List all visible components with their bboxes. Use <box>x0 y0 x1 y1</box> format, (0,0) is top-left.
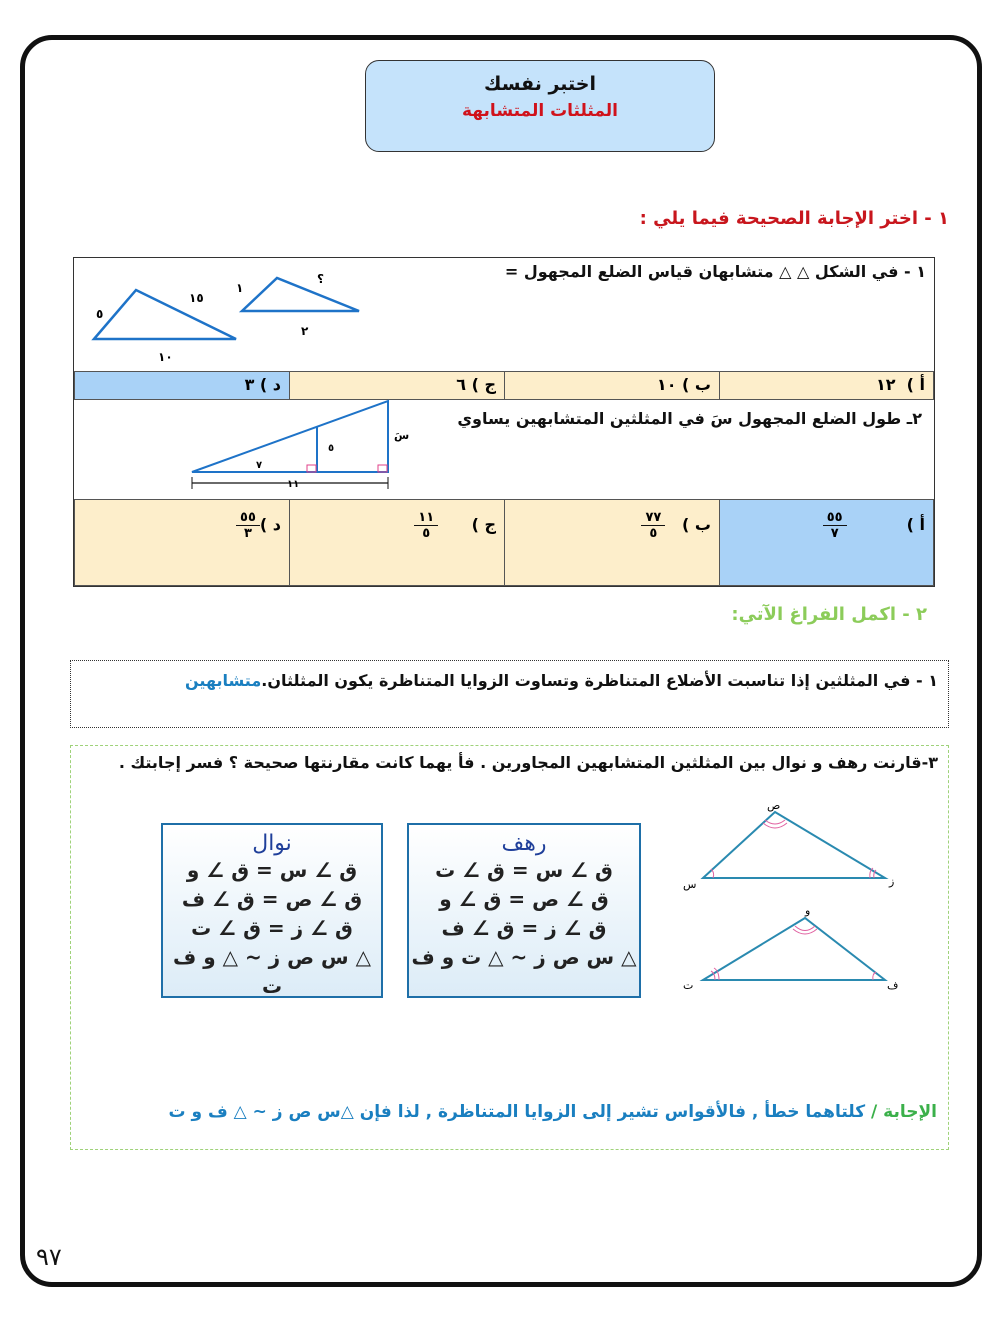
q1-option-c[interactable]: ج ) ٦ <box>289 371 505 400</box>
compare-question: ٣-قارنت رهف و نوال بين المثلثين المتشابهين المجاورين . فأ يهما كانت مقارنتها صحيحة ؟ فسر إجابتك . <box>118 753 938 772</box>
q2-option-a-selected[interactable]: أ ) $\frac{٥٥}{٧}$ <box>719 499 934 586</box>
q2-triangle-figure <box>184 399 424 499</box>
q1-text: ١ - في الشكل △ △ متشابهان قياس الضلع المجهول = <box>504 262 926 281</box>
label: ٥ <box>96 307 104 321</box>
svg-text:ت: ت <box>683 979 694 992</box>
svg-text:١: ١ <box>236 281 244 295</box>
q2-option-c[interactable]: ج ) $\frac{١١}{٥}$ <box>289 499 505 586</box>
q1-row <box>74 258 934 372</box>
svg-text:ص: ص <box>767 799 781 812</box>
svg-text:١٠: ١٠ <box>158 350 173 364</box>
q2-text: ٢ـ طول الضلع المجهول سَ في المثلثين المتشابهين يساوي <box>457 409 922 428</box>
svg-text:١٥: ١٥ <box>189 291 204 305</box>
compare-answer: الإجابة / كلتاهما خطأ , فالأقواس تشير إلى الزوايا المتناظرة , لذا فإن △س ص ز ~ △ ف و ت <box>168 1102 937 1122</box>
svg-text:٥: ٥ <box>328 443 335 454</box>
q1-option-d-selected[interactable]: د ) ٣ <box>74 371 290 400</box>
q2-option-d[interactable]: د ) $\frac{٥٥}{٣}$ <box>74 499 290 586</box>
svg-text:؟: ؟ <box>317 272 324 286</box>
nawal-name: نوال <box>252 831 292 856</box>
title-box <box>365 60 715 152</box>
q2-row <box>74 399 934 500</box>
q2-option-b[interactable]: ب ) $\frac{٧٧}{٥}$ <box>504 499 720 586</box>
q1-option-b[interactable]: ب ) ١٠ <box>504 371 720 400</box>
q1-triangles-figure <box>74 258 374 372</box>
similar-triangles-figure <box>675 795 905 1005</box>
svg-text:و: و <box>805 904 811 917</box>
fill-blank-box <box>70 660 949 728</box>
section1-heading: ١ - اختر الإجابة الصحيحة فيما يلي : <box>639 208 949 229</box>
svg-text:س: س <box>683 878 697 891</box>
page-subtitle: المثلثات المتشابهة <box>462 101 618 121</box>
mcq-table <box>73 257 935 587</box>
page-number: ٩٧ <box>36 1243 62 1271</box>
svg-text:٢: ٢ <box>301 324 309 338</box>
page-title: اختبر نفسك <box>484 73 596 95</box>
q1-option-a[interactable]: أ ) ١٢ <box>719 371 934 400</box>
svg-text:٧: ٧ <box>256 460 263 471</box>
fill-blank-answer[interactable]: متشابهين <box>185 671 262 690</box>
svg-text:ز: ز <box>889 875 895 888</box>
section2-heading: ٢ - اكمل الفراغ الآتي: <box>731 604 927 625</box>
svg-text:ف: ف <box>887 979 899 992</box>
rahaf-card: رهف ق ∠ س = ق ∠ ت ق ∠ ص = ق ∠ و ق ∠ ز = ق ∠ ف △ س ص ز ~ △ ت و ف <box>407 823 641 998</box>
nawal-card: نوال ق ∠ س = ق ∠ و ق ∠ ص = ق ∠ ف ق ∠ ز = ق ∠ ت △ س ص ز ~ △ و ف ت <box>161 823 383 998</box>
svg-text:١١: ١١ <box>287 479 300 490</box>
fill-blank-question: ١ - في المثلثين إذا تناسبت الأضلاع المتناظرة وتساوت الزوايا المتناظرة يكون المثلثان.متشابهين <box>185 671 938 690</box>
svg-text:سَ: سَ <box>394 429 410 442</box>
rahaf-name: رهف <box>501 831 547 856</box>
